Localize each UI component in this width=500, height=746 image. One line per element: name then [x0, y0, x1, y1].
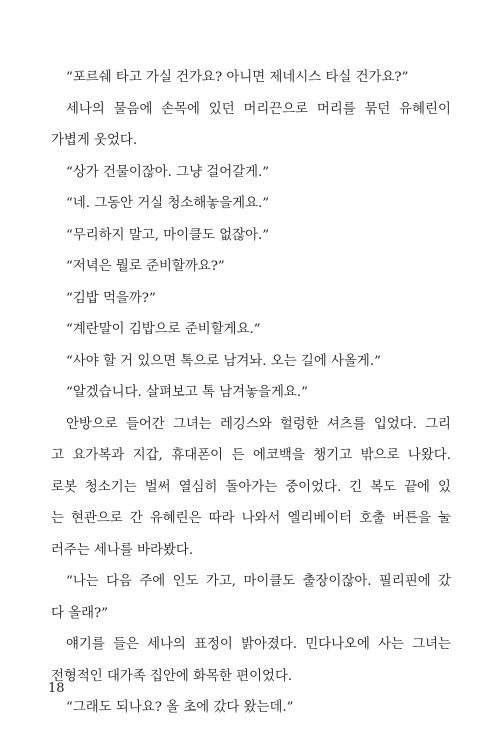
- text-line: “그래도 되나요? 올 초에 갔다 왔는데.”: [66, 700, 294, 715]
- text-line: 로봇 청소기는 벌써 열심히 돌아가는 중이었다. 긴 복도 끝에 있: [51, 479, 451, 495]
- text-line: 고 요가복과 지갑, 휴대폰이 든 에코백을 챙기고 밖으로 나왔다.: [51, 448, 451, 463]
- text-line: “무리하지 말고, 마이클도 없잖아.”: [66, 227, 270, 243]
- text-line: 얘기를 들은 세나의 표정이 밝아졌다. 민다나오에 사는 그녀는: [66, 637, 451, 652]
- text-line: “나는 다음 주에 인도 가고, 마이클도 출장이잖아. 필리핀에 갔: [66, 574, 451, 589]
- text-line: “김밥 먹을까?”: [66, 290, 156, 306]
- text-line: “계란말이 김밥으로 준비할게요.”: [66, 322, 261, 337]
- text-line: “상가 건물이잖아. 그냥 걸어갈게.”: [66, 164, 270, 180]
- text-line: “사야 할 거 있으면 톡으로 남겨놔. 오는 길에 사올게.”: [66, 353, 381, 369]
- text-line: “저녁은 뭘로 준비할까요?”: [66, 259, 225, 274]
- text-line: 가볍게 웃었다.: [51, 133, 138, 148]
- page-number: 18: [48, 681, 65, 696]
- text-line: “네. 그동안 거실 청소해놓을게요.”: [66, 196, 270, 211]
- text-line: 는 현관으로 간 유혜린은 따라 나와서 엘리베이터 호출 버튼을 눌: [51, 511, 451, 526]
- text-line: 세나의 물음에 손목에 있던 머리끈으로 머리를 묶던 유혜린이: [66, 101, 451, 117]
- text-line: 안방으로 들어간 그녀는 레깅스와 헐렁한 셔츠를 입었다. 그리: [66, 416, 451, 432]
- text-line: “포르쉐 타고 가실 건가요? 아니면 제네시스 타실 건가요?”: [66, 70, 409, 85]
- text-line: 러주는 세나를 바라봤다.: [51, 542, 194, 558]
- text-line: 다 올래?”: [51, 605, 109, 621]
- text-line: 전형적인 대가족 집안에 화목한 편이었다.: [51, 668, 293, 684]
- text-line: “알겠습니다. 살펴보고 톡 남겨놓을게요.”: [66, 385, 308, 400]
- body-text: [51, 62, 451, 724]
